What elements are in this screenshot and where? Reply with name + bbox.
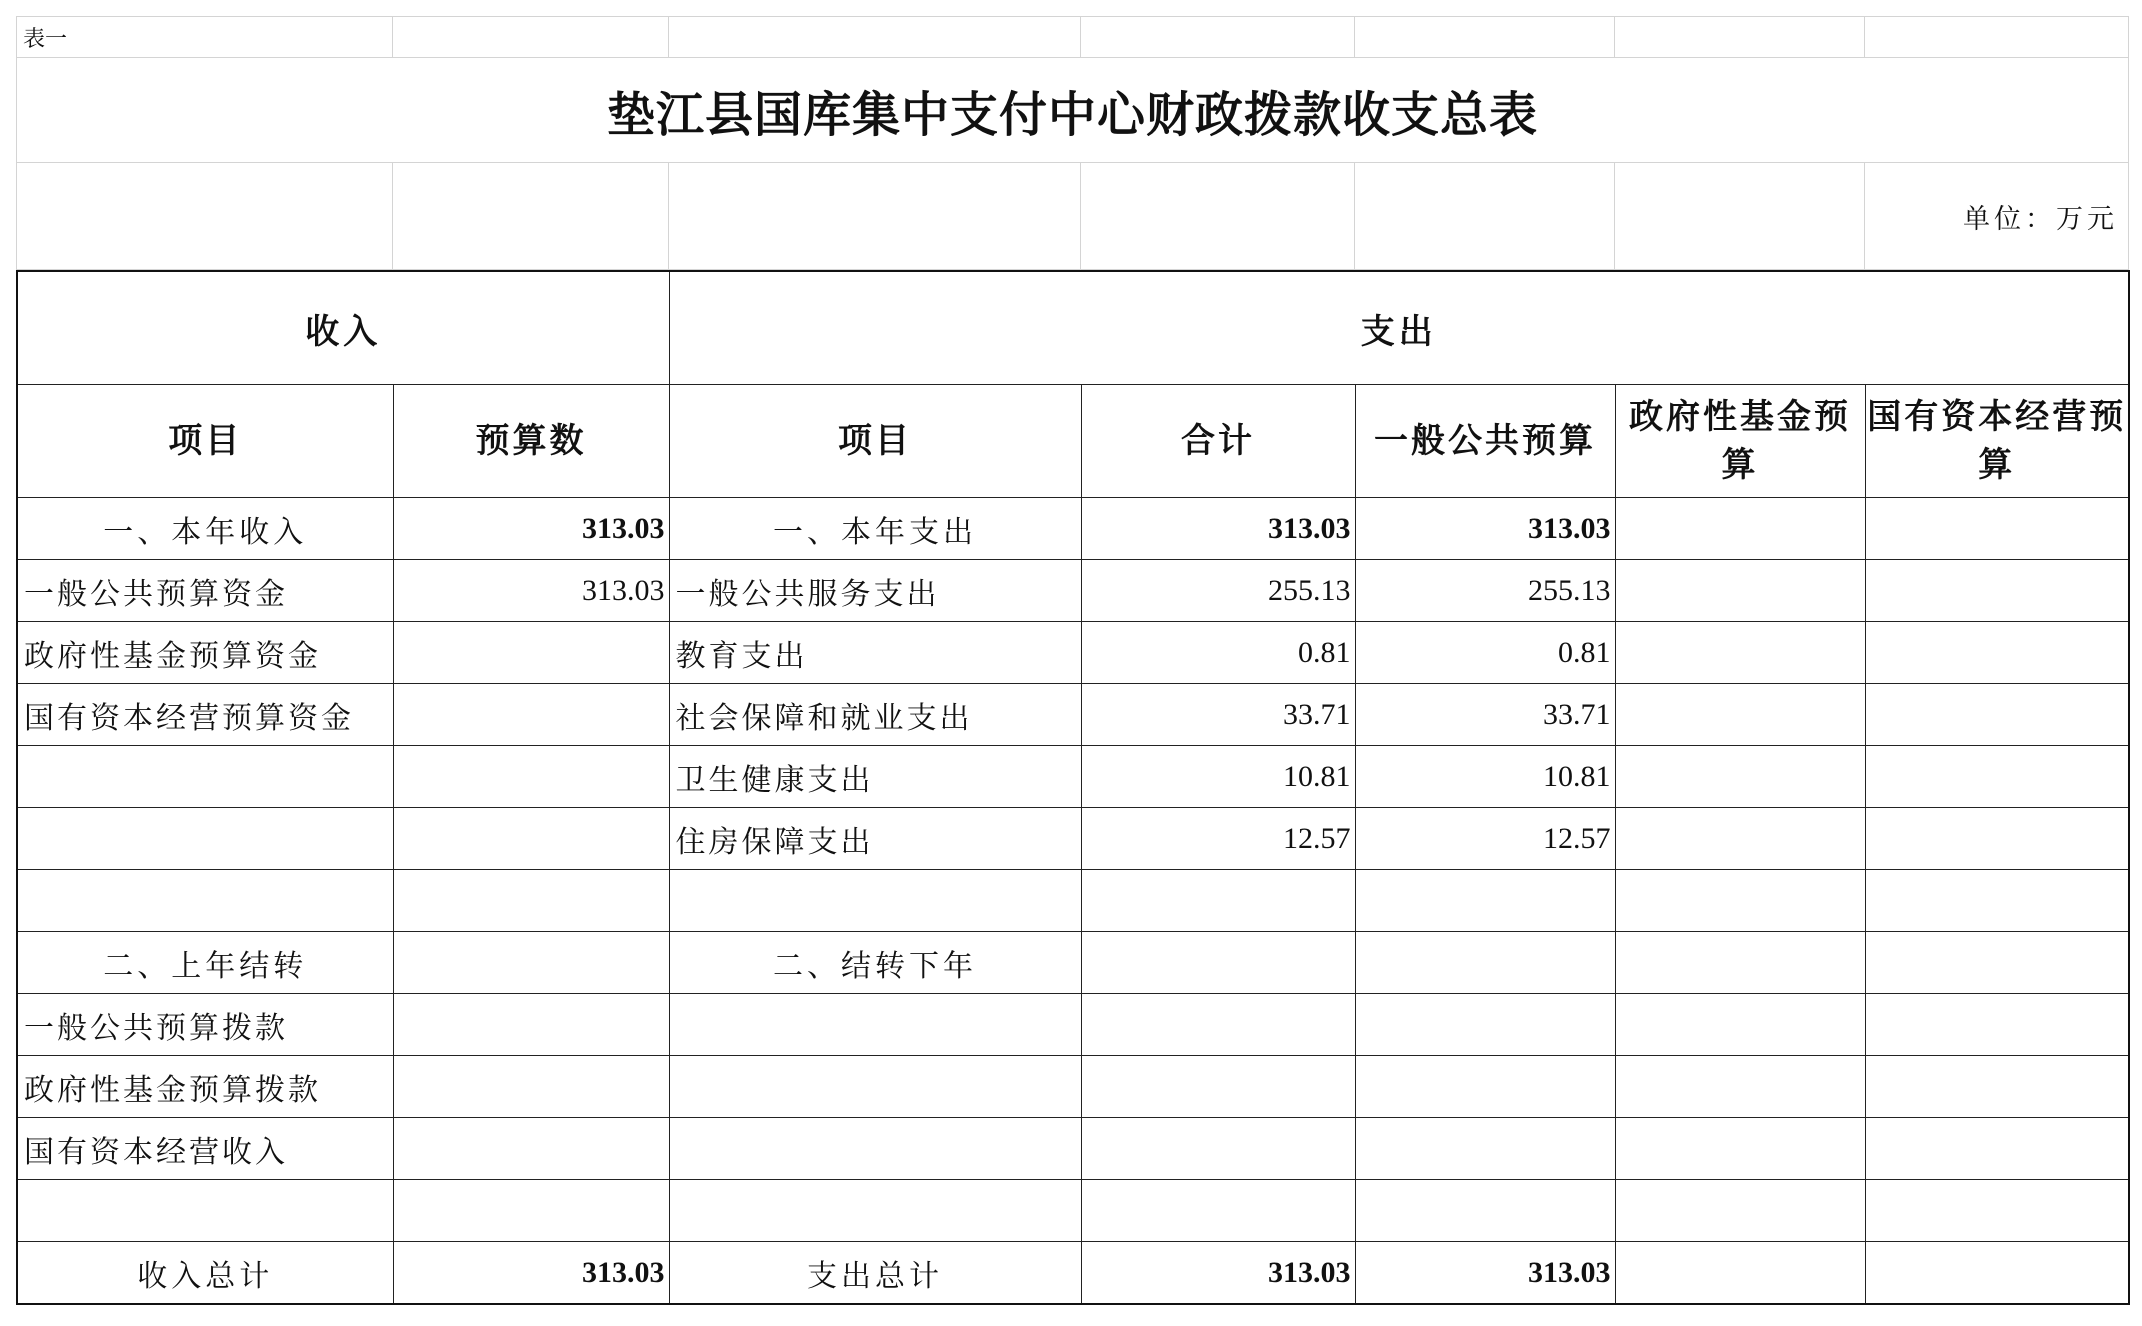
expense-total: [1081, 932, 1355, 994]
expense-fund: [1615, 560, 1865, 622]
expense-general: [1355, 994, 1615, 1056]
expense-general: [1355, 1118, 1615, 1180]
expense-fund: [1615, 1242, 1865, 1305]
grid-cell: [1355, 17, 1615, 58]
expense-general: 255.13: [1355, 560, 1615, 622]
header-expense-item: 项目: [669, 385, 1081, 498]
unit-label: 单位：万元: [1865, 163, 2129, 270]
income-budget: 313.03: [393, 498, 669, 560]
expense-state: [1865, 560, 2129, 622]
expense-fund: [1615, 622, 1865, 684]
expense-item: 社会保障和就业支出: [669, 684, 1081, 746]
income-item: 政府性基金预算资金: [17, 622, 393, 684]
table-row: [17, 560, 2129, 622]
expense-item: [669, 1056, 1081, 1118]
income-budget: [393, 746, 669, 808]
expense-total: 255.13: [1081, 560, 1355, 622]
expense-fund: [1615, 746, 1865, 808]
expense-state: [1865, 1118, 2129, 1180]
income-budget: [393, 1118, 669, 1180]
income-total-label: 收入总计: [17, 1242, 393, 1305]
expense-total: 10.81: [1081, 746, 1355, 808]
grid-cell: [393, 163, 669, 270]
expense-state: [1865, 622, 2129, 684]
grid-cell: [1081, 163, 1355, 270]
expense-fund: [1615, 932, 1865, 994]
income-budget: [393, 1056, 669, 1118]
expense-general: [1355, 1180, 1615, 1242]
expense-fund: [1615, 1118, 1865, 1180]
expense-total: 33.71: [1081, 684, 1355, 746]
expense-item: 一、本年支出: [669, 498, 1081, 560]
expense-item: [669, 870, 1081, 932]
corner-label: 表一: [17, 17, 393, 58]
header-income-budget: 预算数: [393, 385, 669, 498]
income-item: 一般公共预算拨款: [17, 994, 393, 1056]
income-budget: [393, 622, 669, 684]
table-row: [17, 932, 2129, 994]
expense-general: [1355, 932, 1615, 994]
expense-general: 33.71: [1355, 684, 1615, 746]
expense-general: [1355, 1056, 1615, 1118]
expense-fund: [1615, 1056, 1865, 1118]
table-row: [17, 870, 2129, 932]
table-row: [17, 1180, 2129, 1242]
header-income-item: 项目: [17, 385, 393, 498]
income-item: [17, 1180, 393, 1242]
grid-cell: [669, 163, 1081, 270]
grid-cell: [1615, 17, 1865, 58]
income-budget: [393, 684, 669, 746]
section-expense: 支出: [669, 271, 2129, 385]
expense-item: [669, 1118, 1081, 1180]
expense-item: 卫生健康支出: [669, 746, 1081, 808]
expense-state: [1865, 1056, 2129, 1118]
expense-fund: [1615, 498, 1865, 560]
expense-item: [669, 994, 1081, 1056]
expense-fund: [1615, 684, 1865, 746]
expense-total: [1081, 1180, 1355, 1242]
table-row: [17, 746, 2129, 808]
income-budget: 313.03: [393, 560, 669, 622]
expense-item: 一般公共服务支出: [669, 560, 1081, 622]
expense-item: 二、结转下年: [669, 932, 1081, 994]
table-row: [17, 498, 2129, 560]
income-budget: [393, 994, 669, 1056]
expense-general: 12.57: [1355, 808, 1615, 870]
expense-fund: [1615, 1180, 1865, 1242]
grid-cell: [1355, 163, 1615, 270]
total-row: [17, 1242, 2129, 1305]
grid-cell: [1615, 163, 1865, 270]
expense-general: 313.03: [1355, 1242, 1615, 1305]
grid-cell: [1081, 17, 1355, 58]
income-item: 二、上年结转: [17, 932, 393, 994]
expense-fund: [1615, 870, 1865, 932]
income-item: 一般公共预算资金: [17, 560, 393, 622]
expense-general: [1355, 870, 1615, 932]
section-income: 收入: [17, 271, 669, 385]
expense-total: [1081, 870, 1355, 932]
income-total-value: 313.03: [393, 1242, 669, 1305]
expense-state: [1865, 684, 2129, 746]
income-item: [17, 870, 393, 932]
expense-state: [1865, 746, 2129, 808]
expense-total: 12.57: [1081, 808, 1355, 870]
income-item: 国有资本经营预算资金: [17, 684, 393, 746]
expense-total: [1081, 1118, 1355, 1180]
table-row: [17, 684, 2129, 746]
expense-total: [1081, 994, 1355, 1056]
expense-state: [1865, 932, 2129, 994]
expense-total: 313.03: [1081, 1242, 1355, 1305]
expense-state: [1865, 870, 2129, 932]
expense-general: 313.03: [1355, 498, 1615, 560]
expense-state: [1865, 808, 2129, 870]
grid-cell: [1865, 17, 2129, 58]
expense-fund: [1615, 808, 1865, 870]
grid-cell: [669, 17, 1081, 58]
grid-cell: [17, 163, 393, 270]
expense-item: 教育支出: [669, 622, 1081, 684]
table-row: [17, 1056, 2129, 1118]
expense-general: 0.81: [1355, 622, 1615, 684]
header-total: 合计: [1081, 385, 1355, 498]
expense-item: 住房保障支出: [669, 808, 1081, 870]
table-row: [17, 1118, 2129, 1180]
income-budget: [393, 870, 669, 932]
header-general: 一般公共预算: [1355, 385, 1615, 498]
income-budget: [393, 1180, 669, 1242]
grid-cell: [393, 17, 669, 58]
expense-state: [1865, 1242, 2129, 1305]
income-item: 国有资本经营收入: [17, 1118, 393, 1180]
header-state: 国有资本经营预算: [1865, 385, 2129, 498]
expense-fund: [1615, 994, 1865, 1056]
header-fund: 政府性基金预算: [1615, 385, 1865, 498]
expense-total: 313.03: [1081, 498, 1355, 560]
expense-total: 0.81: [1081, 622, 1355, 684]
table-row: [17, 808, 2129, 870]
budget-sheet: [16, 16, 2128, 1305]
page-title: 垫江县国库集中支付中心财政拨款收支总表: [17, 58, 2129, 163]
income-item: 一、本年收入: [17, 498, 393, 560]
expense-state: [1865, 994, 2129, 1056]
expense-total-label: 支出总计: [669, 1242, 1081, 1305]
sheet-header-grid: [16, 16, 2129, 270]
income-budget: [393, 932, 669, 994]
expense-state: [1865, 498, 2129, 560]
expense-general: 10.81: [1355, 746, 1615, 808]
income-item: [17, 746, 393, 808]
expense-state: [1865, 1180, 2129, 1242]
income-item: [17, 808, 393, 870]
income-budget: [393, 808, 669, 870]
table-row: [17, 994, 2129, 1056]
income-expense-table: [16, 270, 2130, 1305]
income-item: 政府性基金预算拨款: [17, 1056, 393, 1118]
expense-item: [669, 1180, 1081, 1242]
table-row: [17, 622, 2129, 684]
expense-total: [1081, 1056, 1355, 1118]
